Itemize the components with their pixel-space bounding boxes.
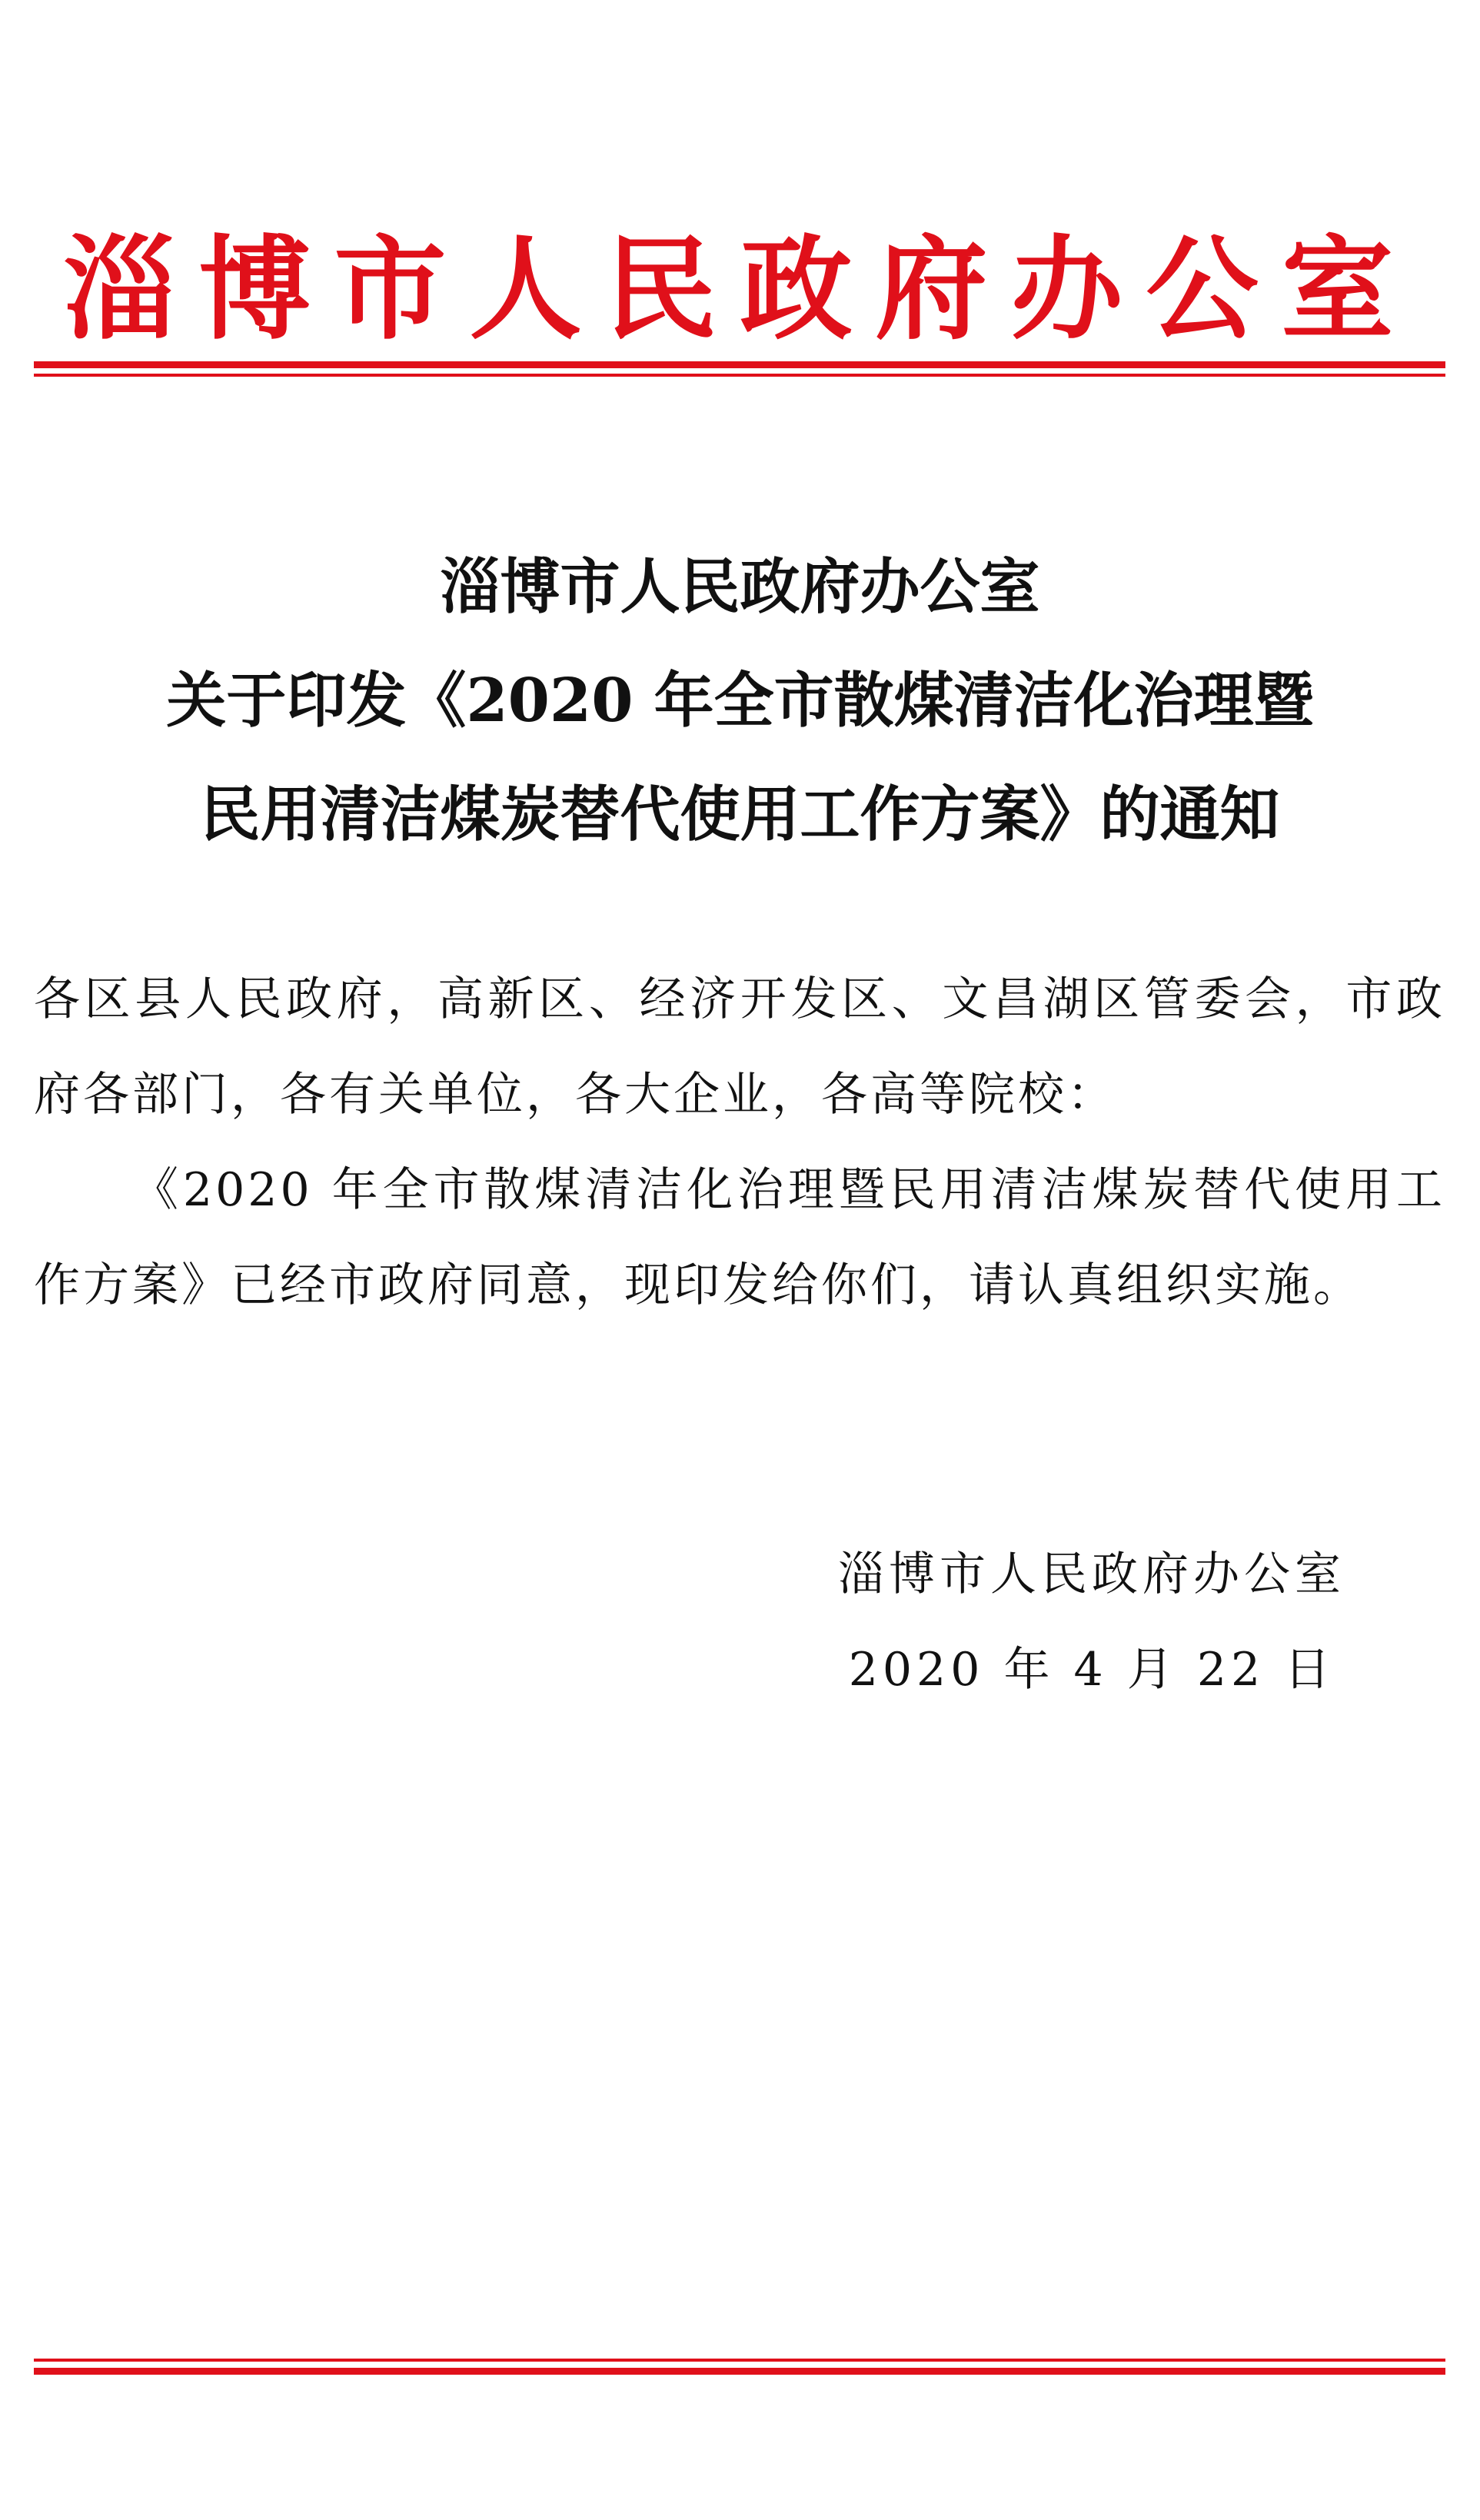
title-line-2: 关于印发《2020 年全市散煤清洁化治理暨 bbox=[166, 666, 1314, 736]
signature-issuer: 淄博市人民政府办公室 bbox=[838, 1548, 1345, 1601]
masthead-rule-thin bbox=[34, 374, 1445, 377]
document-title bbox=[0, 530, 1480, 872]
footer-rule-thick bbox=[34, 2368, 1445, 2375]
signature-block bbox=[800, 1527, 1384, 1717]
issuer-masthead: 淄博市人民政府办公室 bbox=[63, 224, 1417, 355]
title-line-1: 淄博市人民政府办公室 bbox=[440, 552, 1040, 622]
body-paragraph: 《2020 年全市散煤清洁化治理暨民用清洁煤炭替代使用工作方案》已经市政府同意，现印发给你们，请认真组织实施。 bbox=[34, 1163, 1445, 1312]
signature-date: 2020 年 4 月 22 日 bbox=[848, 1643, 1335, 1697]
title-line-3: 民用清洁煤炭替代使用工作方案》的通知 bbox=[200, 780, 1280, 849]
footer-rule-thin bbox=[34, 2359, 1445, 2362]
salutation: 各区县人民政府，高新区、经济开发区、文昌湖区管委会，市政府各部门，各有关单位，各大企业，各高等院校： bbox=[34, 972, 1445, 1122]
masthead-rule-thick bbox=[34, 361, 1445, 368]
